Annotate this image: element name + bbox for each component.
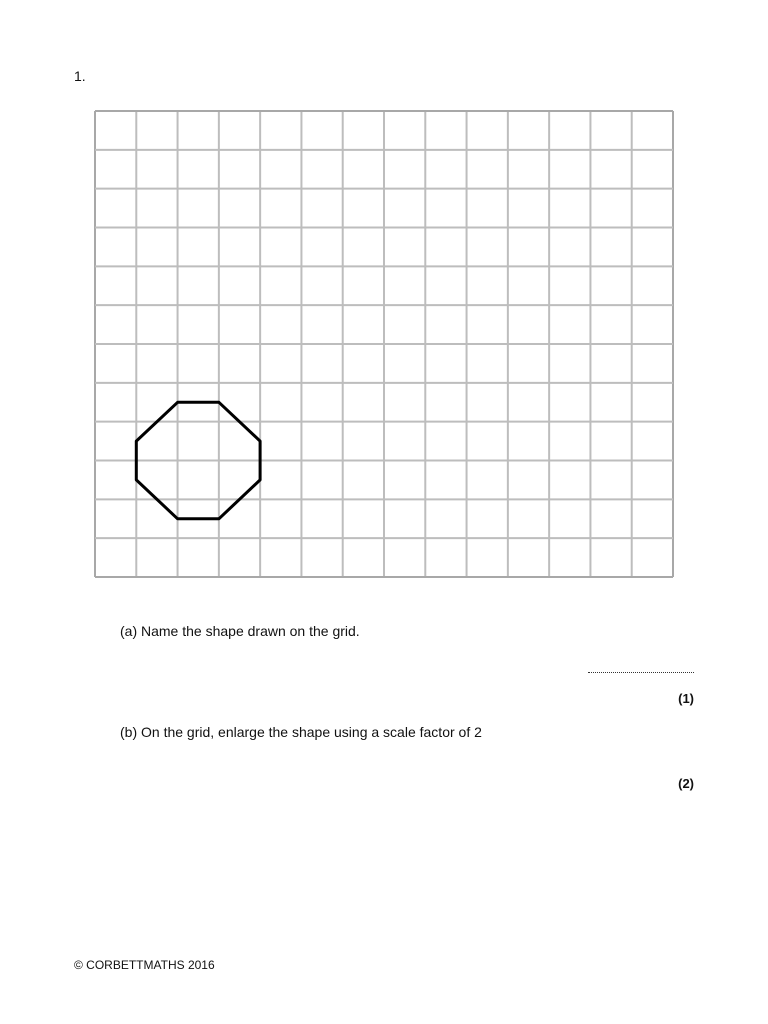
answer-line[interactable]: [588, 672, 694, 673]
grid-canvas[interactable]: [94, 110, 674, 578]
copyright-footer: © CORBETTMATHS 2016: [74, 958, 215, 972]
question-number: 1.: [74, 68, 86, 84]
part-b-marks: (2): [678, 776, 694, 791]
part-b-question: (b) On the grid, enlarge the shape using a scale factor of 2: [120, 724, 482, 740]
square-grid[interactable]: [94, 110, 674, 578]
part-a-question: (a) Name the shape drawn on the grid.: [120, 623, 360, 639]
part-a-marks: (1): [678, 691, 694, 706]
